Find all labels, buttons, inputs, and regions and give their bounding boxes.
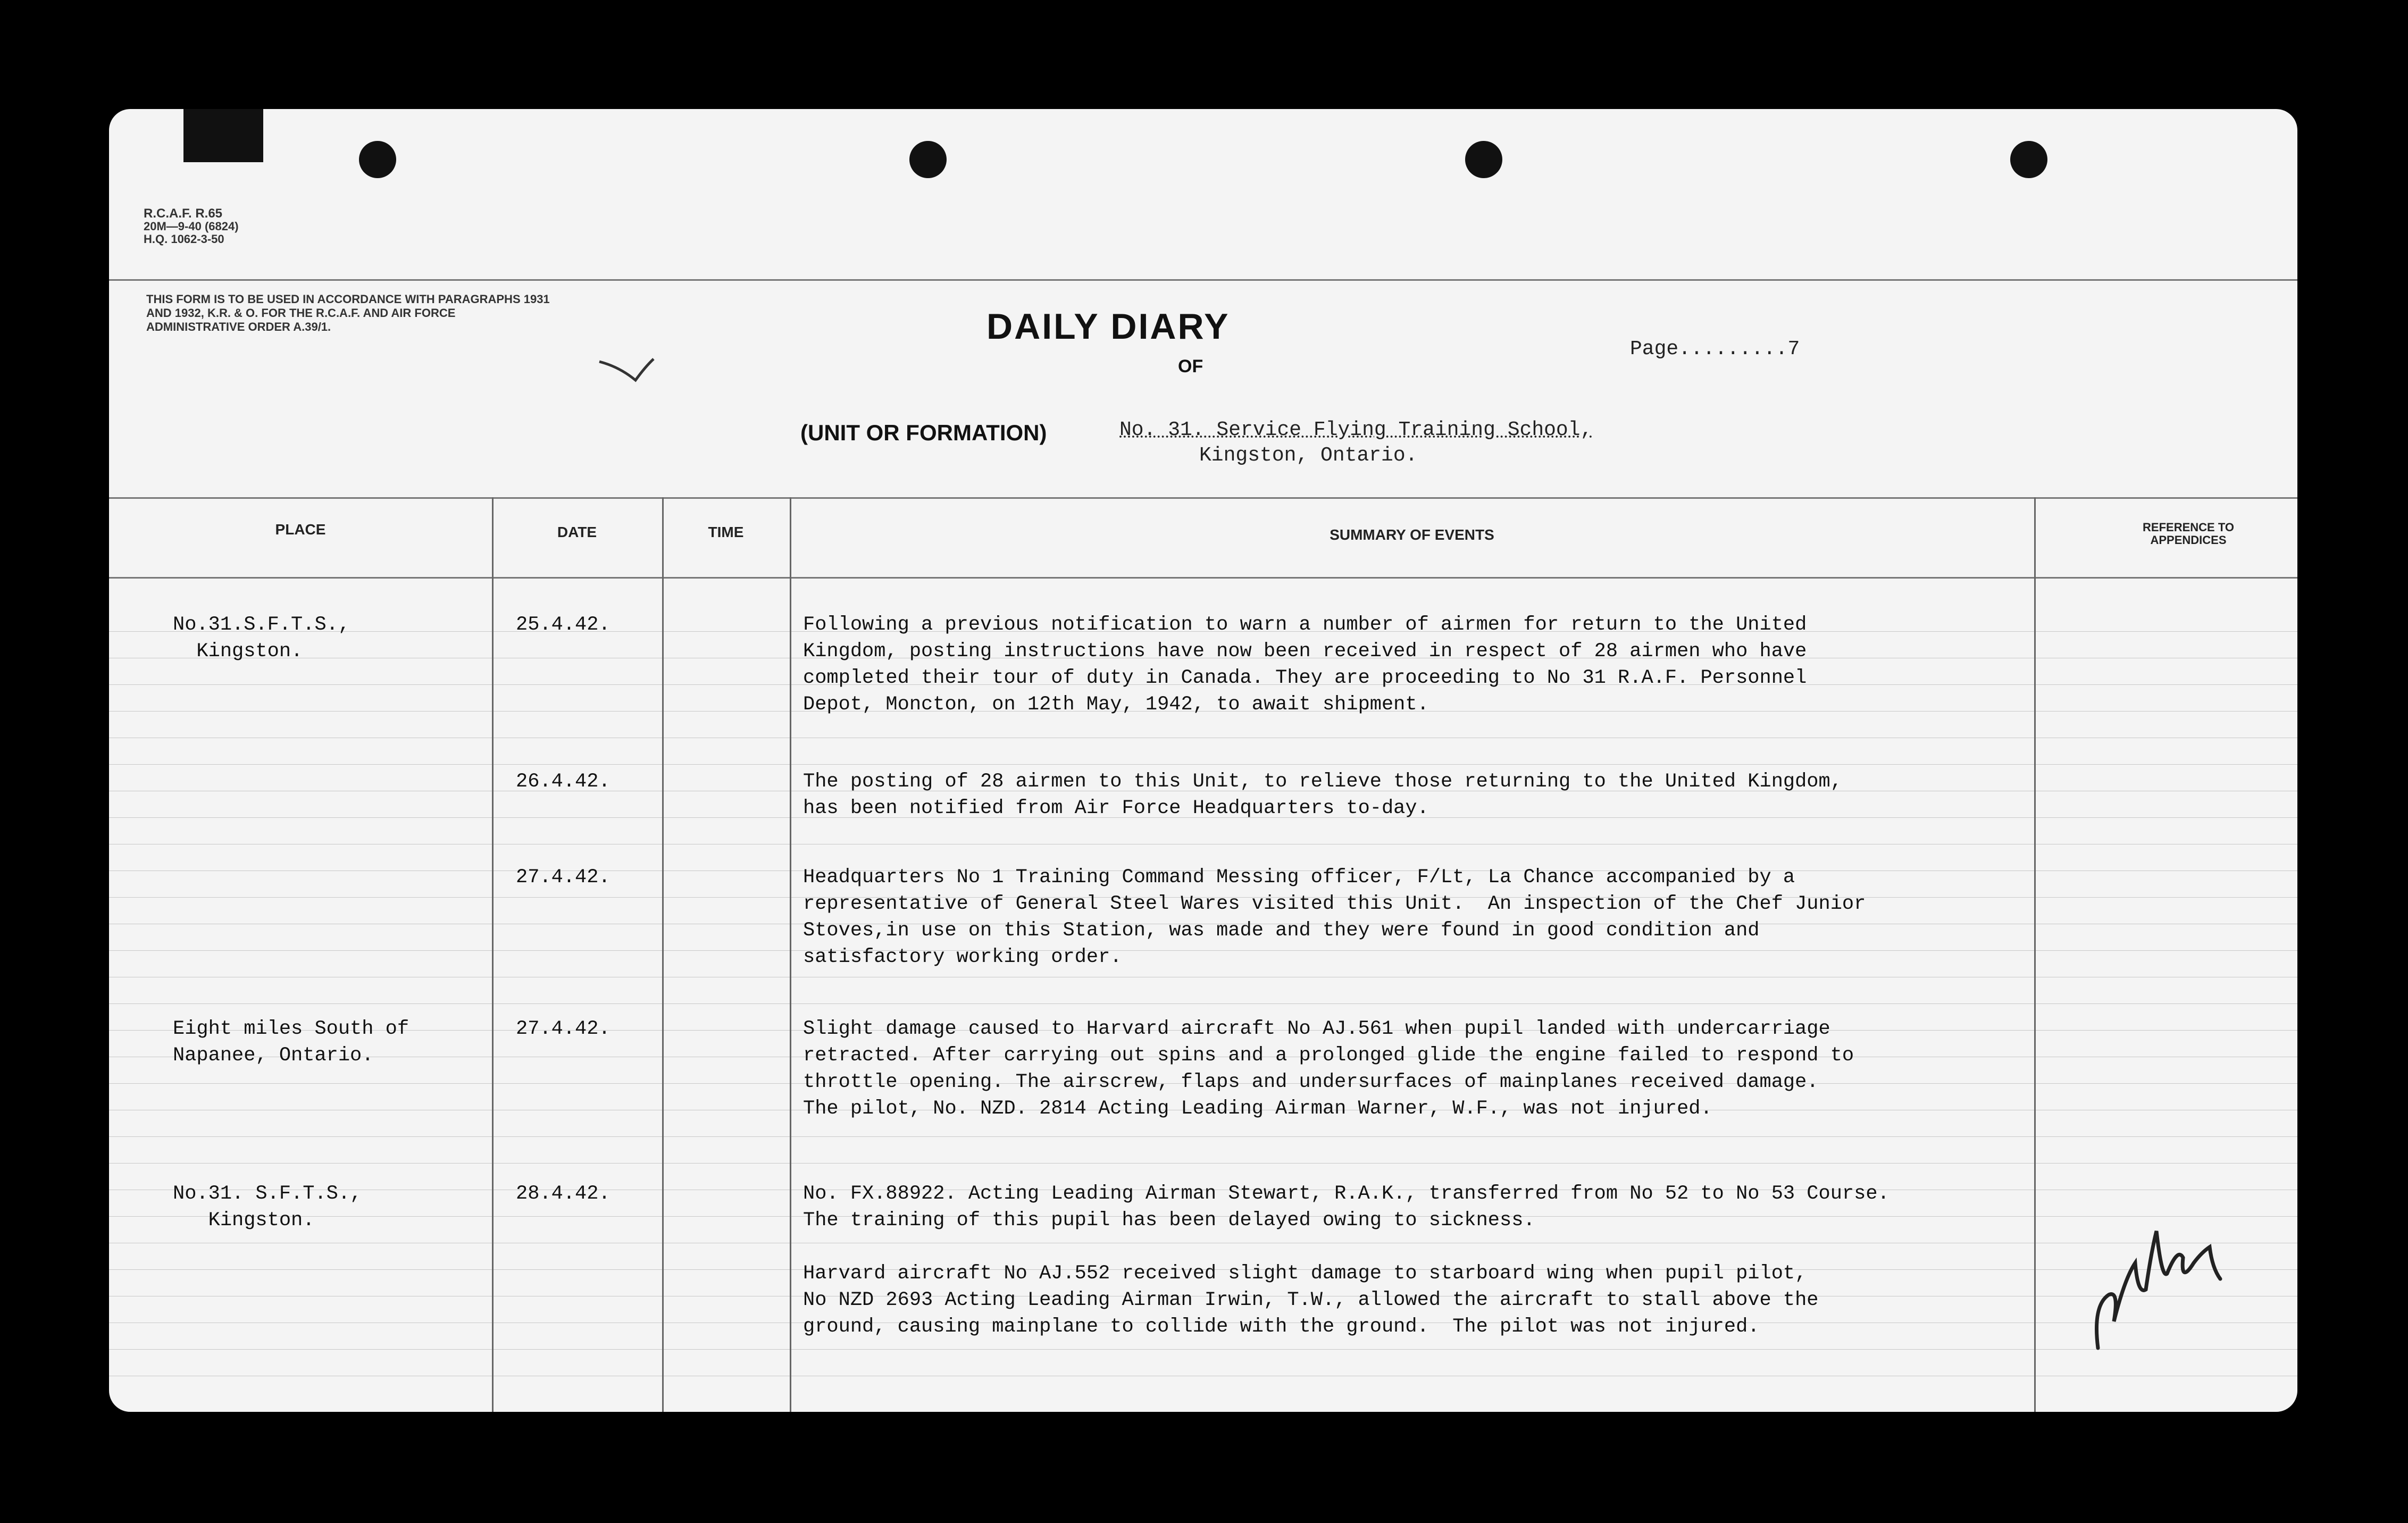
entry-place: No.31. S.F.T.S., Kingston. (173, 1183, 362, 1232)
column-header-rule (109, 577, 2297, 579)
form-identifier (144, 207, 239, 246)
entry-summary: Harvard aircraft No AJ.552 received slight damage to starboard wing when pupil pilot, No NZD 2693 Acting Leading Airman Irwin, T.W., allowed the aircraft to stall above the ground, causing mainplane to collide with the ground. The pilot was not injured. (803, 1262, 1819, 1338)
ruled-line (109, 1136, 2297, 1137)
column-header-reference: REFERENCE TO APPENDICES (2143, 521, 2234, 547)
unit-label: (UNIT OR FORMATION) (800, 420, 1047, 445)
index-tab (183, 109, 263, 162)
table-top-rule (109, 497, 2297, 499)
column-divider (2034, 497, 2036, 1412)
entry-date: 27.4.42. (516, 866, 611, 889)
entry-date: 27.4.42. (516, 1018, 611, 1040)
entry-summary: Headquarters No 1 Training Command Messing officer, F/Lt, La Chance accompanied by a representative of General Steel Wares visited this Unit. An inspection of the Chef Junior Stoves,in use on this Station, was made and they were found in good condition and satisfactory working order. (803, 866, 1866, 968)
header-rule (109, 279, 2297, 281)
unit-line-2: Kingston, Ontario. (1199, 444, 1418, 467)
entry-summary: Slight damage caused to Harvard aircraft No AJ.561 when pupil landed with undercarriage retracted. After carrying out spins and a prolonged glide the engine failed to respond to throttle opening. The airscrew, flaps and undersurfaces of mainplanes received damage. The pilot, No. NZD. 2814 Acting Leading Airman Warner, W.F., was not injured. (803, 1018, 1854, 1120)
form-instruction: THIS FORM IS TO BE USED IN ACCORDANCE WITH PARAGRAPHS 1931 AND 1932, K.R. & O. FOR THE R.C.A.F. AND AIR FORCE ADMINISTRATIVE ORDER A.39/1. (146, 292, 550, 333)
check-mark-icon (598, 356, 657, 399)
ruled-line (109, 1003, 2297, 1004)
handwritten-initials (2087, 1199, 2226, 1359)
form-number: R.C.A.F. R.65 (144, 206, 223, 221)
page-title: DAILY DIARY (986, 306, 1230, 347)
punch-hole (1465, 141, 1502, 178)
column-header-time: TIME (708, 524, 744, 540)
column-divider (790, 497, 791, 1412)
entry-summary: Following a previous notification to warn a number of airmen for return to the United Kingdom, posting instructions have now been received in respect of 28 airmen who have completed their tour of duty in Canada. They are proceeding to No 31 R.A.F. Personnel Depot, Moncton, on 12th May, 1942, to await shipment. (803, 614, 1807, 716)
unit-name (1119, 417, 1592, 468)
column-divider (662, 497, 664, 1412)
column-header-date: DATE (557, 524, 597, 540)
punch-hole (2010, 141, 2047, 178)
entry-place: Eight miles South of Napanee, Ontario. (173, 1018, 409, 1067)
entry-summary: No. FX.88922. Acting Leading Airman Stewart, R.A.K., transferred from No 52 to No 53 Course. The training of this pupil has been delayed owing to sickness. (803, 1183, 1889, 1232)
column-divider (492, 497, 494, 1412)
unit-line-1: No. 31. Service Flying Training School, (1119, 419, 1593, 441)
entry-date: 25.4.42. (516, 614, 611, 636)
column-header-summary: SUMMARY OF EVENTS (1330, 526, 1494, 543)
punch-hole (359, 141, 396, 178)
entry-summary: The posting of 28 airmen to this Unit, to relieve those returning to the United Kingdom, has been notified from Air Force Headquarters to-day. (803, 771, 1842, 819)
page-number: Page.........7 (1630, 338, 1800, 361)
ruled-line (109, 1163, 2297, 1164)
diary-sheet (109, 109, 2297, 1412)
column-header-place: PLACE (275, 521, 326, 538)
ruled-line (109, 1349, 2297, 1350)
form-print-code: 20M—9-40 (6824) (144, 220, 239, 233)
entry-date: 28.4.42. (516, 1183, 611, 1205)
entry-place: No.31.S.F.T.S., Kingston. (173, 614, 350, 663)
entry-date: 26.4.42. (516, 771, 611, 793)
ruled-line (109, 764, 2297, 765)
punch-hole (909, 141, 947, 178)
title-of: OF (1178, 356, 1203, 376)
form-hq-code: H.Q. 1062-3-50 (144, 232, 224, 246)
